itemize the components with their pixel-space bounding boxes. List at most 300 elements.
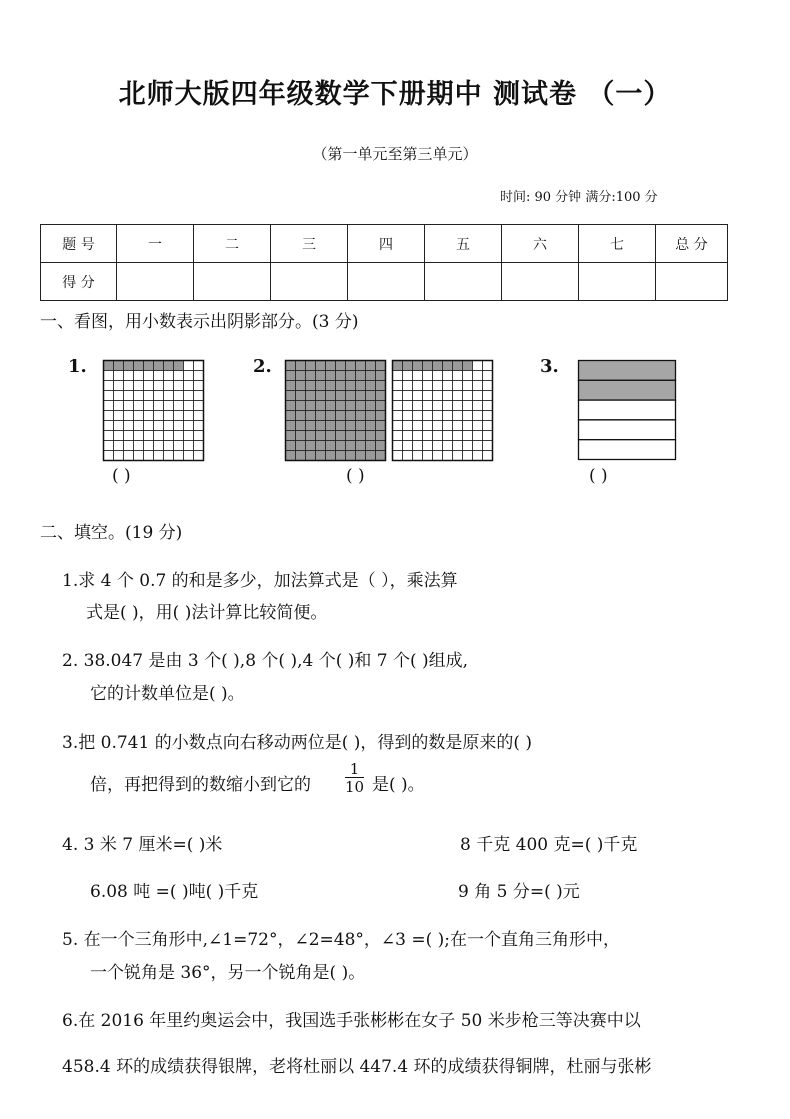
grid-cell — [194, 411, 204, 421]
score-header-cell: 总 分 — [656, 225, 728, 263]
grid-cell — [433, 391, 443, 401]
hundred-grid-figure-2b — [391, 359, 494, 462]
grid-cell — [423, 371, 433, 381]
grid-cell — [423, 451, 433, 461]
shaded-cell — [104, 361, 114, 371]
grid-cell — [194, 391, 204, 401]
grid-cell — [433, 421, 443, 431]
grid-cell — [403, 441, 413, 451]
shaded-cell — [356, 391, 366, 401]
shaded-cell — [326, 361, 336, 371]
score-cell[interactable] — [656, 263, 728, 301]
grid-cell — [473, 361, 483, 371]
grid-cell — [483, 431, 493, 441]
shaded-cell — [326, 431, 336, 441]
question-4-item-a: 4. 3 米 7 厘米=( )米 — [62, 835, 223, 855]
grid-cell — [164, 401, 174, 411]
shaded-cell — [433, 361, 443, 371]
shaded-cell — [376, 381, 386, 391]
grid-cell — [124, 401, 134, 411]
shaded-cell — [296, 381, 306, 391]
shaded-cell — [356, 371, 366, 381]
shaded-cell — [326, 391, 336, 401]
shaded-cell — [316, 371, 326, 381]
grid-cell — [473, 441, 483, 451]
score-header-cell: 七 — [579, 225, 656, 263]
shaded-cell — [326, 401, 336, 411]
answer-blank-3[interactable]: ( ) — [589, 466, 608, 486]
grid-cell — [463, 431, 473, 441]
grid-cell — [164, 391, 174, 401]
score-cell[interactable] — [579, 263, 656, 301]
grid-cell — [174, 421, 184, 431]
score-header-cell: 二 — [194, 225, 271, 263]
time-info: 时间: 90 分钟 满分:100 分 — [500, 190, 658, 205]
grid-cell — [104, 401, 114, 411]
shaded-cell — [124, 361, 134, 371]
grid-cell — [164, 421, 174, 431]
grid-cell — [443, 401, 453, 411]
fraction-numerator: 1 — [345, 762, 364, 778]
grid-cell — [393, 421, 403, 431]
grid-cell — [433, 451, 443, 461]
grid-cell — [423, 441, 433, 451]
shaded-cell — [463, 361, 473, 371]
grid-cell — [473, 411, 483, 421]
grid-cell — [194, 441, 204, 451]
grid-cell — [114, 421, 124, 431]
shaded-cell — [296, 451, 306, 461]
question-4-item-d: 9 角 5 分=( )元 — [458, 882, 580, 902]
shaded-cell — [366, 401, 376, 411]
question-2-line-1: 2. 38.047 是由 3 个( ),8 个( ),4 个( )和 7 个( )组成, — [62, 651, 469, 671]
grid-cell — [124, 421, 134, 431]
shaded-cell — [336, 421, 346, 431]
hundred-grid-figure-1 — [102, 359, 205, 462]
grid-cell — [453, 431, 463, 441]
hundred-grid-figure-2a — [284, 359, 387, 462]
shaded-cell — [164, 361, 174, 371]
grid-cell — [154, 371, 164, 381]
shaded-cell — [316, 421, 326, 431]
shaded-cell — [356, 411, 366, 421]
grid-cell — [403, 431, 413, 441]
page-title: 北师大版四年级数学下册期中 测试卷 （一） — [118, 79, 672, 110]
grid-cell — [423, 431, 433, 441]
shaded-cell — [286, 451, 296, 461]
grid-cell — [443, 411, 453, 421]
shaded-cell — [443, 361, 453, 371]
shaded-cell — [346, 431, 356, 441]
shaded-cell — [296, 411, 306, 421]
shaded-cell — [306, 451, 316, 461]
shaded-cell — [296, 441, 306, 451]
grid-cell — [393, 451, 403, 461]
grid-cell — [174, 391, 184, 401]
grid-cell — [483, 411, 493, 421]
grid-cell — [184, 421, 194, 431]
shaded-cell — [316, 451, 326, 461]
shaded-cell — [316, 381, 326, 391]
shaded-cell — [296, 431, 306, 441]
shaded-cell — [366, 361, 376, 371]
grid-cell — [144, 421, 154, 431]
grid-cell — [184, 361, 194, 371]
grid-cell — [423, 411, 433, 421]
shaded-cell — [336, 451, 346, 461]
score-header-cell: 题 号 — [41, 225, 117, 263]
grid-cell — [473, 381, 483, 391]
grid-cell — [124, 371, 134, 381]
grid-cell — [483, 381, 493, 391]
shaded-cell — [316, 411, 326, 421]
grid-cell — [403, 381, 413, 391]
grid-cell — [453, 421, 463, 431]
grid-cell — [154, 421, 164, 431]
strip — [579, 400, 676, 420]
bar-strip-figure-3 — [577, 359, 677, 461]
grid-cell — [164, 411, 174, 421]
shaded-cell — [316, 361, 326, 371]
grid-cell — [194, 371, 204, 381]
grid-cell — [134, 431, 144, 441]
grid-cell — [403, 421, 413, 431]
grid-cell — [443, 371, 453, 381]
grid-cell — [413, 391, 423, 401]
shaded-cell — [296, 391, 306, 401]
grid-cell — [433, 381, 443, 391]
score-cell[interactable] — [271, 263, 348, 301]
shaded-cell — [336, 381, 346, 391]
grid-cell — [124, 451, 134, 461]
answer-blank-2[interactable]: ( ) — [346, 466, 365, 486]
score-cell[interactable] — [194, 263, 271, 301]
score-cell[interactable] — [117, 263, 194, 301]
shaded-cell — [356, 361, 366, 371]
grid-cell — [423, 401, 433, 411]
page-subtitle: （第一单元至第三单元） — [312, 145, 478, 163]
grid-cell — [393, 391, 403, 401]
shaded-cell — [306, 391, 316, 401]
grid-cell — [154, 391, 164, 401]
shaded-cell — [316, 441, 326, 451]
grid-cell — [423, 381, 433, 391]
grid-cell — [104, 431, 114, 441]
grid-cell — [174, 381, 184, 391]
grid-cell — [194, 381, 204, 391]
shaded-cell — [356, 381, 366, 391]
score-row-label: 得 分 — [41, 263, 117, 301]
grid-cell — [174, 451, 184, 461]
shaded-cell — [366, 371, 376, 381]
grid-cell — [433, 371, 443, 381]
grid-cell — [403, 411, 413, 421]
grid-cell — [144, 401, 154, 411]
shaded-cell — [336, 391, 346, 401]
grid-cell — [194, 361, 204, 371]
shaded-cell — [286, 371, 296, 381]
grid-cell — [104, 381, 114, 391]
figure2-label: 2. — [253, 356, 272, 377]
grid-cell — [184, 451, 194, 461]
grid-cell — [184, 431, 194, 441]
shaded-cell — [376, 431, 386, 441]
grid-cell — [134, 381, 144, 391]
question-6-line-2: 458.4 环的成绩获得银牌，老将杜丽以 447.4 环的成绩获得铜牌，杜丽与张彬 — [62, 1057, 652, 1077]
grid-cell — [473, 421, 483, 431]
score-header-row — [41, 225, 728, 263]
grid-cell — [104, 371, 114, 381]
grid-cell — [443, 431, 453, 441]
shaded-cell — [413, 361, 423, 371]
score-cell[interactable] — [502, 263, 579, 301]
question-4-item-b: 8 千克 400 克=( )千克 — [460, 835, 638, 855]
shaded-cell — [376, 441, 386, 451]
figure1-label: 1. — [68, 356, 87, 377]
question-1-line-2: 式是( )，用( )法计算比较简便。 — [86, 603, 328, 623]
grid-cell — [134, 371, 144, 381]
grid-cell — [114, 381, 124, 391]
grid-cell — [154, 451, 164, 461]
grid-cell — [413, 401, 423, 411]
grid-cell — [124, 431, 134, 441]
shaded-cell — [286, 391, 296, 401]
shaded-cell — [306, 361, 316, 371]
shaded-cell — [376, 371, 386, 381]
grid-cell — [413, 371, 423, 381]
grid-cell — [393, 381, 403, 391]
grid-cell — [483, 441, 493, 451]
grid-cell — [443, 451, 453, 461]
grid-cell — [144, 371, 154, 381]
fraction-denominator: 10 — [345, 778, 365, 796]
grid-cell — [393, 411, 403, 421]
shaded-cell — [296, 361, 306, 371]
shaded-cell — [296, 371, 306, 381]
grid-cell — [114, 371, 124, 381]
shaded-cell — [326, 451, 336, 461]
score-header-cell: 五 — [425, 225, 502, 263]
grid-cell — [154, 411, 164, 421]
shaded-cell — [346, 361, 356, 371]
grid-cell — [443, 391, 453, 401]
grid-cell — [463, 401, 473, 411]
question-1-line-1: 1.求 4 个 0.7 的和是多少，加法算式是（ ），乘法算 — [62, 571, 458, 591]
shaded-cell — [356, 451, 366, 461]
shaded-cell — [376, 451, 386, 461]
grid-cell — [453, 381, 463, 391]
shaded-cell — [376, 421, 386, 431]
shaded-cell — [376, 391, 386, 401]
grid-cell — [413, 421, 423, 431]
shaded-cell — [356, 401, 366, 411]
shaded-cell — [366, 451, 376, 461]
grid-cell — [473, 401, 483, 411]
grid-cell — [144, 411, 154, 421]
shaded-cell — [376, 401, 386, 411]
grid-cell — [164, 431, 174, 441]
grid-cell — [184, 441, 194, 451]
grid-cell — [164, 381, 174, 391]
grid-cell — [483, 401, 493, 411]
grid-cell — [184, 371, 194, 381]
grid-cell — [433, 411, 443, 421]
grid-cell — [453, 371, 463, 381]
shaded-cell — [453, 361, 463, 371]
grid-cell — [114, 401, 124, 411]
grid-cell — [134, 441, 144, 451]
grid-cell — [144, 391, 154, 401]
grid-cell — [164, 371, 174, 381]
grid-cell — [104, 421, 114, 431]
grid-cell — [453, 451, 463, 461]
grid-cell — [184, 381, 194, 391]
shaded-cell — [144, 361, 154, 371]
shaded-cell — [336, 431, 346, 441]
grid-cell — [144, 431, 154, 441]
shaded-cell — [346, 421, 356, 431]
score-table — [40, 224, 728, 301]
grid-cell — [443, 441, 453, 451]
shaded-cell — [346, 371, 356, 381]
grid-cell — [423, 421, 433, 431]
shaded-cell — [376, 411, 386, 421]
grid-cell — [463, 371, 473, 381]
shaded-cell — [346, 411, 356, 421]
grid-cell — [483, 391, 493, 401]
shaded-cell — [134, 361, 144, 371]
grid-cell — [463, 391, 473, 401]
grid-cell — [104, 391, 114, 401]
grid-cell — [134, 451, 144, 461]
grid-cell — [463, 411, 473, 421]
shaded-cell — [154, 361, 164, 371]
section2-heading: 二、填空。(19 分) — [40, 523, 183, 543]
shaded-cell — [286, 421, 296, 431]
shaded-strip — [579, 361, 676, 381]
score-header-cell: 三 — [271, 225, 348, 263]
question-5-line-1: 5. 在一个三角形中,∠1=72°，∠2=48°，∠3 =( );在一个直角三角形中， — [62, 930, 621, 950]
grid-cell — [194, 431, 204, 441]
figure3-label: 3. — [540, 356, 559, 377]
grid-cell — [154, 441, 164, 451]
shaded-cell — [346, 391, 356, 401]
shaded-strip — [579, 380, 676, 400]
grid-cell — [413, 441, 423, 451]
grid-cell — [393, 371, 403, 381]
grid-cell — [154, 401, 164, 411]
shaded-cell — [174, 361, 184, 371]
score-header-cell: 四 — [348, 225, 425, 263]
shaded-cell — [336, 401, 346, 411]
shaded-cell — [306, 441, 316, 451]
shaded-cell — [393, 361, 403, 371]
shaded-cell — [286, 441, 296, 451]
question-6-line-1: 6.在 2016 年里约奥运会中，我国选手张彬彬在女子 50 米步枪三等决赛中以 — [62, 1011, 641, 1031]
grid-cell — [483, 421, 493, 431]
grid-cell — [463, 421, 473, 431]
shaded-cell — [286, 411, 296, 421]
grid-cell — [453, 391, 463, 401]
shaded-cell — [306, 401, 316, 411]
grid-cell — [104, 441, 114, 451]
grid-cell — [393, 431, 403, 441]
grid-cell — [124, 411, 134, 421]
strip — [579, 420, 676, 440]
strip — [579, 440, 676, 460]
grid-cell — [393, 401, 403, 411]
shaded-cell — [376, 361, 386, 371]
shaded-cell — [296, 421, 306, 431]
grid-cell — [423, 391, 433, 401]
shaded-cell — [326, 371, 336, 381]
shaded-cell — [326, 381, 336, 391]
grid-cell — [164, 441, 174, 451]
grid-cell — [184, 411, 194, 421]
grid-cell — [483, 371, 493, 381]
grid-cell — [144, 441, 154, 451]
grid-cell — [443, 381, 453, 391]
grid-cell — [393, 441, 403, 451]
grid-cell — [483, 361, 493, 371]
grid-cell — [114, 451, 124, 461]
shaded-cell — [346, 401, 356, 411]
grid-cell — [134, 391, 144, 401]
grid-cell — [114, 441, 124, 451]
grid-cell — [403, 391, 413, 401]
shaded-cell — [356, 441, 366, 451]
shaded-cell — [306, 411, 316, 421]
question-3-line-2b: 是( )。 — [372, 775, 425, 795]
shaded-cell — [356, 421, 366, 431]
grid-cell — [104, 451, 114, 461]
shaded-cell — [346, 381, 356, 391]
grid-cell — [164, 451, 174, 461]
grid-cell — [144, 381, 154, 391]
grid-cell — [144, 451, 154, 461]
grid-cell — [134, 421, 144, 431]
shaded-cell — [346, 441, 356, 451]
shaded-cell — [336, 411, 346, 421]
fraction-one-tenth — [345, 762, 364, 795]
answer-blank-1[interactable]: ( ) — [112, 466, 131, 486]
shaded-cell — [316, 431, 326, 441]
grid-cell — [463, 441, 473, 451]
grid-cell — [433, 431, 443, 441]
grid-cell — [124, 441, 134, 451]
shaded-cell — [286, 401, 296, 411]
question-3-line-1: 3.把 0.741 的小数点向右移动两位是( )，得到的数是原来的( ) — [62, 733, 533, 753]
shaded-cell — [286, 361, 296, 371]
shaded-cell — [286, 381, 296, 391]
grid-cell — [124, 391, 134, 401]
grid-cell — [174, 371, 184, 381]
shaded-cell — [423, 361, 433, 371]
score-cell[interactable] — [425, 263, 502, 301]
score-cell[interactable] — [348, 263, 425, 301]
shaded-cell — [403, 361, 413, 371]
shaded-cell — [366, 381, 376, 391]
grid-cell — [453, 441, 463, 451]
grid-cell — [174, 411, 184, 421]
grid-cell — [194, 451, 204, 461]
question-4-item-c: 6.08 吨 =( )吨( )千克 — [90, 882, 259, 902]
grid-cell — [154, 381, 164, 391]
grid-cell — [403, 451, 413, 461]
grid-cell — [443, 421, 453, 431]
grid-cell — [473, 371, 483, 381]
question-5-line-2: 一个锐角是 36°，另一个锐角是( )。 — [90, 963, 366, 983]
